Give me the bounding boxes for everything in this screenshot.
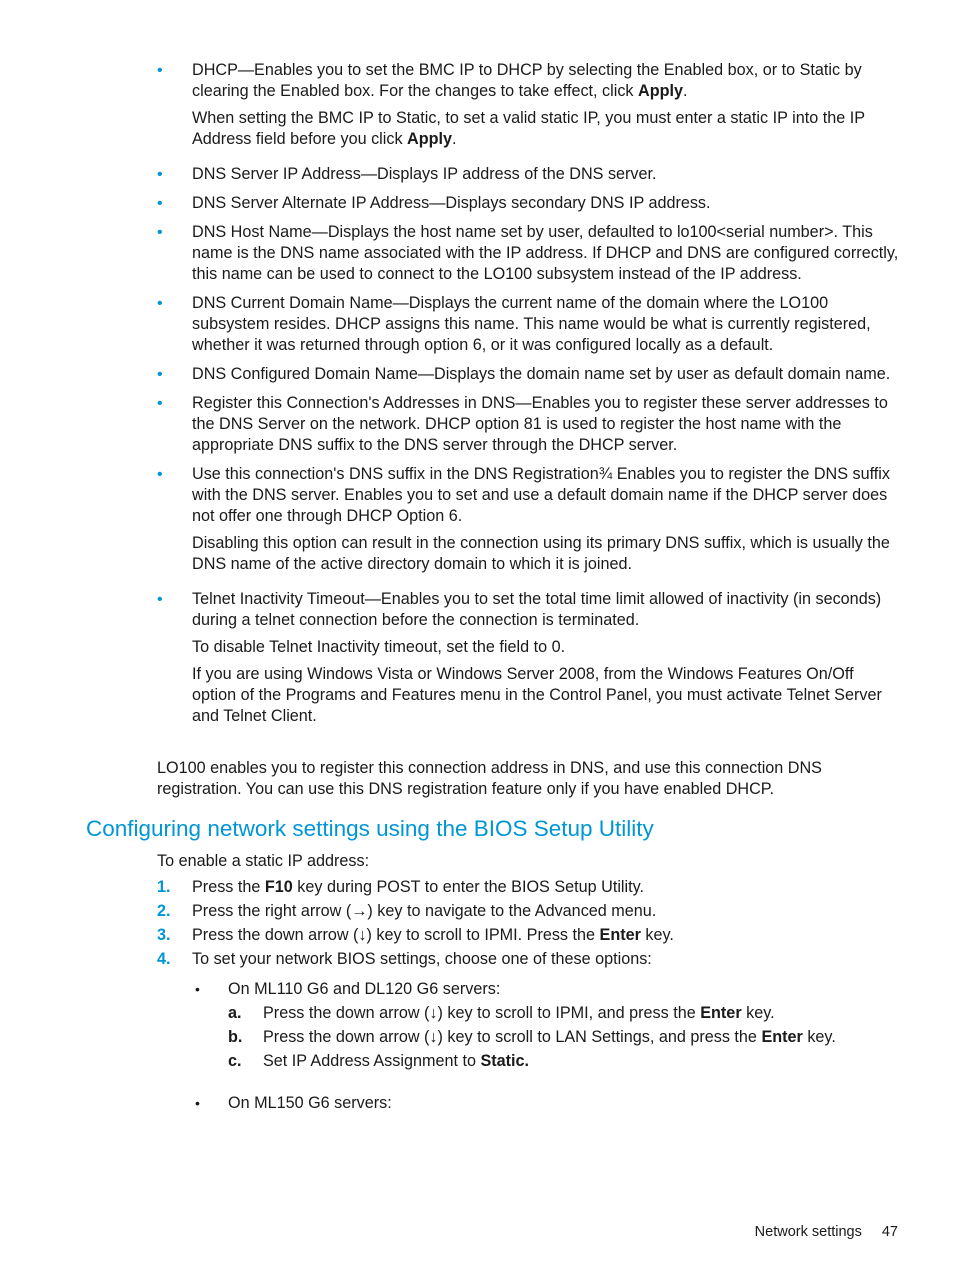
bullet-text: Telnet Inactivity Timeout—Enables you to set the total time limit allowed of inactivity (in seconds) during a telnet connection before the connection is terminated. xyxy=(192,590,882,629)
bullet-note: Disabling this option can result in the connection using its primary DNS suffix, which is usually the DNS name of the active directory domain to which it is joined. xyxy=(192,534,890,573)
footer-section-title: Network settings xyxy=(754,1224,862,1240)
bullet-note: When setting the BMC IP to Static, to set a valid static IP, you must enter a static IP into the IP Address field before you click Apply. xyxy=(192,109,865,148)
substep-letter: a. xyxy=(228,1004,242,1022)
step-number: 4. xyxy=(157,950,171,968)
bullet-text: DNS Server IP Address—Displays IP address of the DNS server. xyxy=(192,165,657,183)
section-heading: Configuring network settings using the BIOS Setup Utility xyxy=(86,816,654,841)
option-label: On ML110 G6 and DL120 G6 servers: xyxy=(228,980,501,998)
bullet-text: DHCP—Enables you to set the BMC IP to DHCP by selecting the Enabled box, or to Static by clearing the Enabled box. For the changes to take effect, click Apply. xyxy=(192,61,862,100)
bullet-text: Use this connection's DNS suffix in the DNS Registration¾ Enables you to register the DNS suffix with the DNS server. Enables you to set and use a default domain name if the DHCP server does not offer one through DHCP Option 6. xyxy=(192,465,890,525)
substep-item: a. Press the down arrow (↓) key to scroll to IPMI, and press the Enter key. xyxy=(228,1004,775,1022)
step-item: 4. To set your network BIOS settings, choose one of these options: xyxy=(157,950,652,968)
bullet-icon: • xyxy=(157,366,163,383)
intro-text: To enable a static IP address: xyxy=(157,852,370,870)
bullet-text: DNS Host Name—Displays the host name set by user, defaulted to lo100<serial number>. This name is the DNS name associated with the IP address. If DHCP and DNS are configured correctly, this name can be used to connect to the LO100 subsystem instead of the IP address. xyxy=(192,223,899,283)
step-number: 1. xyxy=(157,878,171,896)
bullet-icon: • xyxy=(157,395,163,412)
settings-bullet-list xyxy=(157,60,899,735)
substep-list xyxy=(228,1003,893,1075)
list-item xyxy=(157,222,899,285)
bullet-note: If you are using Windows Vista or Windows Server 2008, from the Windows Features On/Off option of the Programs and Features menu in the Control Panel, you must activate Telnet Server and Telnet Client. xyxy=(192,665,882,725)
list-item-dhcp xyxy=(157,60,899,150)
list-item xyxy=(157,393,899,456)
page-footer xyxy=(0,1222,898,1243)
bullet-note: To disable Telnet Inactivity timeout, set the field to 0. xyxy=(192,638,566,656)
step-item: 3. Press the down arrow (↓) key to scroll to IPMI. Press the Enter key. xyxy=(157,926,674,944)
step-item: 2. Press the right arrow (→) key to navigate to the Advanced menu. xyxy=(157,902,657,920)
bullet-text: DNS Current Domain Name—Displays the current name of the domain where the LO100 subsystem resides. DHCP assigns this name. This name would be what is currently registered, whether it was returned through option 6, or it was configured locally as a default. xyxy=(192,294,871,354)
bullet-icon: • xyxy=(157,591,163,608)
list-item xyxy=(157,364,899,385)
step-number: 3. xyxy=(157,926,171,944)
server-options-list xyxy=(193,979,893,1114)
bullet-text: DNS Configured Domain Name—Displays the domain name set by user as default domain name. xyxy=(192,365,891,383)
substep-item: b. Press the down arrow (↓) key to scroll to LAN Settings, and press the Enter key. xyxy=(228,1028,836,1046)
procedure-steps xyxy=(157,877,899,973)
list-item xyxy=(157,193,899,214)
bullet-icon: • xyxy=(157,62,163,79)
substep-letter: c. xyxy=(228,1052,242,1070)
list-item xyxy=(157,293,899,356)
substep-letter: b. xyxy=(228,1028,243,1046)
option-item-ml110-dl120 xyxy=(193,979,893,1075)
bullet-icon: • xyxy=(157,195,163,212)
list-item xyxy=(157,164,899,185)
option-item-ml150 xyxy=(193,1093,893,1114)
bullet-icon: • xyxy=(157,224,163,241)
step-number: 2. xyxy=(157,902,171,920)
page-number: 47 xyxy=(881,1224,898,1240)
bullet-text: DNS Server Alternate IP Address—Displays secondary DNS IP address. xyxy=(192,194,711,212)
bullet-icon: • xyxy=(195,1095,200,1111)
option-label: On ML150 G6 servers: xyxy=(228,1094,392,1112)
bullet-text: Register this Connection's Addresses in DNS—Enables you to register these server addresses to the DNS Server on the network. DHCP option 81 is used to register the host name with the appropriate DNS suffix to the DNS server through the DHCP server. xyxy=(192,394,888,454)
bullet-icon: • xyxy=(157,466,163,483)
bullet-icon: • xyxy=(157,295,163,312)
bullet-icon: • xyxy=(157,166,163,183)
step-item: 1. Press the F10 key during POST to enter the BIOS Setup Utility. xyxy=(157,878,644,896)
substep-item: c. Set IP Address Assignment to Static. xyxy=(228,1052,530,1070)
bullet-icon: • xyxy=(195,981,200,997)
list-item xyxy=(157,464,899,575)
dns-registration-paragraph: LO100 enables you to register this connection address in DNS, and use this connection DNS registration. You can use this DNS registration feature only if you have enabled DHCP. xyxy=(157,759,822,798)
list-item xyxy=(157,589,899,727)
